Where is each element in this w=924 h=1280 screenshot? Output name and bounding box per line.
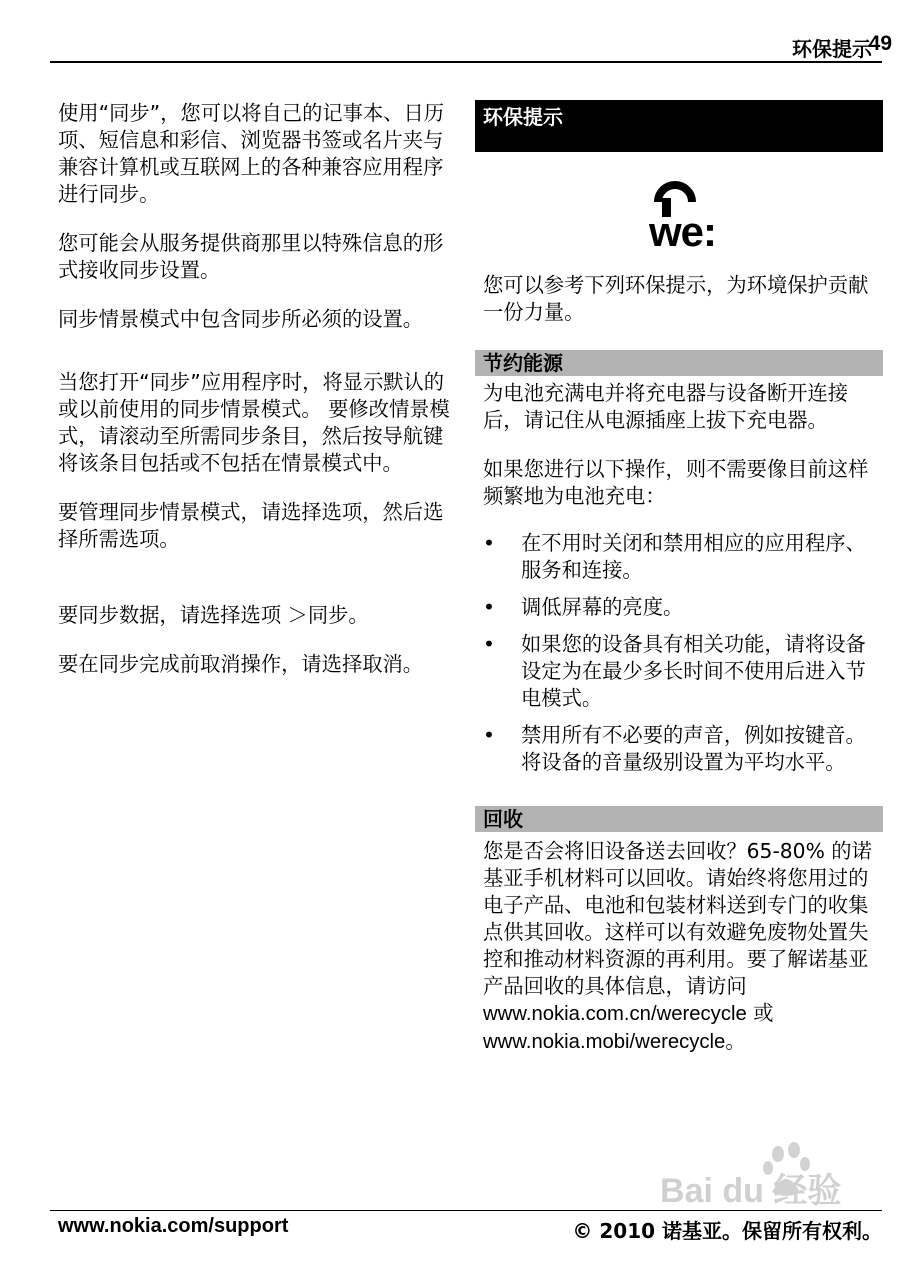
footer-support-link[interactable]: www.nokia.com/support [58, 1215, 289, 1237]
watermark-logo [660, 1140, 870, 1210]
footer-copyright: © 2010 诺基亚。保留所有权利。 [572, 1219, 882, 1243]
bullet-icon: • [483, 632, 495, 656]
recycle-paragraph [475, 838, 883, 1056]
header-title: 环保提示 [792, 37, 872, 61]
energy-paragraph-1: 为电池充满电并将充电器与设备断开连接后，请记住从电源插座上拔下充电器。 [483, 381, 849, 432]
list-item [475, 722, 883, 776]
left-column [58, 100, 454, 678]
recycle-heading: 回收 [475, 806, 883, 832]
paragraph-sync-settings: 您可能会从服务提供商那里以特殊信息的形式接收同步设置。 [58, 231, 444, 282]
paragraph-sync-data: 要同步数据，请选择选项 ＞同步。 [58, 603, 369, 627]
list-item-text: 调低屏幕的亮度。 [521, 595, 684, 619]
list-item-text: 如果您的设备具有相关功能，请将设备设定为在最少多长时间不使用后进入节电模式。 [521, 632, 866, 710]
recycle-link-cn[interactable]: www.nokia.com.cn/werecycle [483, 1003, 747, 1025]
paragraph-sync-intro: 使用“同步”，您可以将自己的记事本、日历项、短信息和彩信、浏览器书签或名片夹与兼容计算机或互联网上的各种兼容应用程序进行同步。 [58, 101, 445, 206]
header-rule [50, 61, 882, 63]
paragraph-sync-cancel: 要在同步完成前取消操作，请选择取消。 [58, 652, 424, 676]
paragraph-sync-open: 当您打开“同步”应用程序时，将显示默认的或以前使用的同步情景模式。 要修改情景模式，请滚动至所需同步条目，然后按导航键将该条目包括或不包括在情景模式中。 [58, 370, 450, 475]
energy-bullet-list [475, 530, 883, 776]
right-column [475, 100, 883, 1056]
section-title: 环保提示 [475, 100, 883, 152]
paragraph-sync-manage: 要管理同步情景模式，请选择选项，然后选择所需选项。 [58, 500, 444, 551]
eco-intro: 您可以参考下列环保提示，为环境保护贡献一份力量。 [483, 273, 869, 324]
list-item [475, 594, 883, 621]
bullet-icon: • [483, 595, 495, 619]
list-item-text: 在不用时关闭和禁用相应的应用程序、服务和连接。 [521, 531, 866, 582]
footer-rule [50, 1210, 882, 1211]
list-item [475, 631, 883, 712]
bullet-icon: • [483, 723, 495, 747]
list-item-text: 禁用所有不必要的声音，例如按键音。将设备的音量级别设置为平均水平。 [521, 723, 866, 774]
energy-heading: 节约能源 [475, 350, 883, 376]
energy-paragraph-2: 如果您进行以下操作，则不需要像目前这样频繁地为电池充电： [483, 457, 869, 508]
we-logo [475, 152, 883, 272]
recycle-text: 您是否会将旧设备送去回收？65-80% 的诺基亚手机材料可以回收。请始终将您用过的电子产品、电池和包装材料送到专门的收集点供其回收。这样可以有效避免废物处置失控和推动材料资源的再利用。要了解诺基亚产品回收的具体信息，请访问 [483, 839, 872, 998]
recycle-or-text: 或 [746, 1001, 774, 1025]
page-number: 49 [868, 32, 892, 55]
recycle-end-text: 。 [725, 1029, 746, 1053]
watermark-text: Bai du 经验 [660, 1172, 842, 1210]
paragraph-sync-profile: 同步情景模式中包含同步所必须的设置。 [58, 307, 424, 331]
list-item [475, 530, 883, 584]
bullet-icon: • [483, 531, 495, 555]
recycle-link-mobi[interactable]: www.nokia.mobi/werecycle [483, 1031, 726, 1053]
we-logo-text: we: [649, 208, 717, 255]
